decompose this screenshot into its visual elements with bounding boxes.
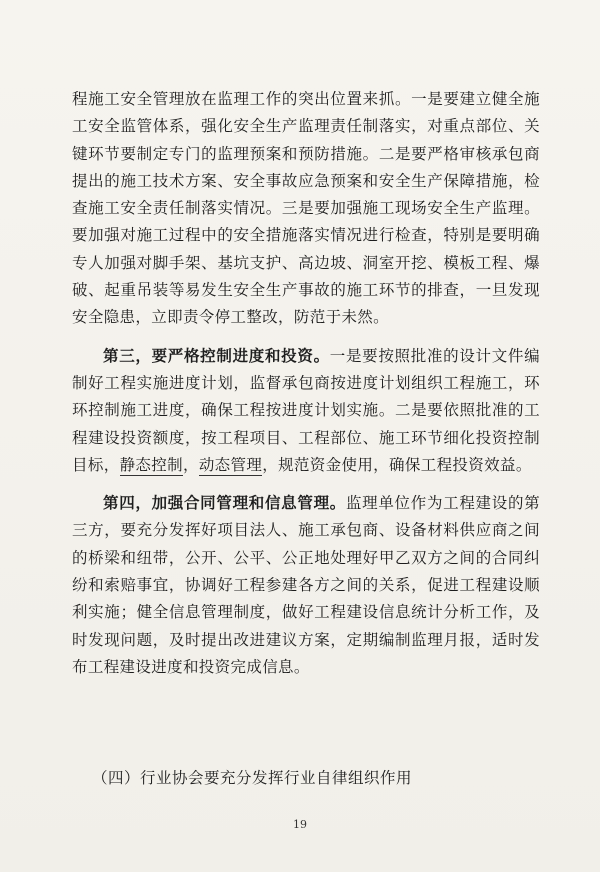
paragraph-third-text-end: ，规范资金使用，确保工程投资效益。 [262,455,532,474]
paragraph-lead-third: 第三，要严格控制进度和投资。 [103,345,330,365]
paragraph-safety [72,86,540,332]
underlined-static-control: 静态控制 [119,455,183,474]
body-text [72,86,540,681]
paragraph-progress-investment [72,342,540,479]
paragraph-fourth-text: 监理单位作为工程建设的第三方，要充分发挥好项目法人、施工承包商、设备材料供应商之间的桥梁和纽带，公开、公平、公正地处理好甲乙双方之间的合同纠纷和索赔事宜，协调好工程参建各方之间的关系，促进工程建设顺利实施；健全信息管理制度，做好工程建设信息统计分析工作，及时发现问题，及时提出改进建议方案，定期编制监理月报，适时发布工程建设进度和投资完成信息。 [72,494,540,676]
page-number: 19 [293,818,307,831]
paragraph-safety-text: 程施工安全管理放在监理工作的突出位置来抓。一是要建立健全施工安全监管体系，强化安全生产监理责任制落实，对重点部位、关键环节要制定专门的监理预案和预防措施。二是要严格审核承包商提出的施工技术方案、安全事故应急预案和安全生产保障措施，检查施工安全责任制落实情况。三是要加强施工现场安全生产监理。要加强对施工过程中的安全措施落实情况进行检查，特别是要明确专人加强对脚手架、基坑支护、高边坡、洞室开挖、模板工程、爆破、起重吊装等易发生安全生产事故的施工环节的排查，一旦发现安全隐患，立即责令停工整改，防范于未然。 [72,90,540,327]
paragraph-lead-fourth: 第四，加强合同管理和信息管理。 [103,493,346,513]
paragraph-contract-information [72,489,540,681]
underlined-dynamic-management: 动态管理 [198,455,263,474]
paragraph-third-text: 一是要按照批准的设计文件编制好工程实施进度计划，监督承包商按进度计划组织工程施工，环环控制施工进度，确保工程按进度计划实施。二是要依照批准的工程建设投资额度，按工程项目、工程部位、施工环节细化投资控制目标， [72,346,540,474]
comma-separator: ， [182,455,199,474]
section-heading: （四）行业协会要充分发挥行业自律组织作用 [92,769,413,787]
